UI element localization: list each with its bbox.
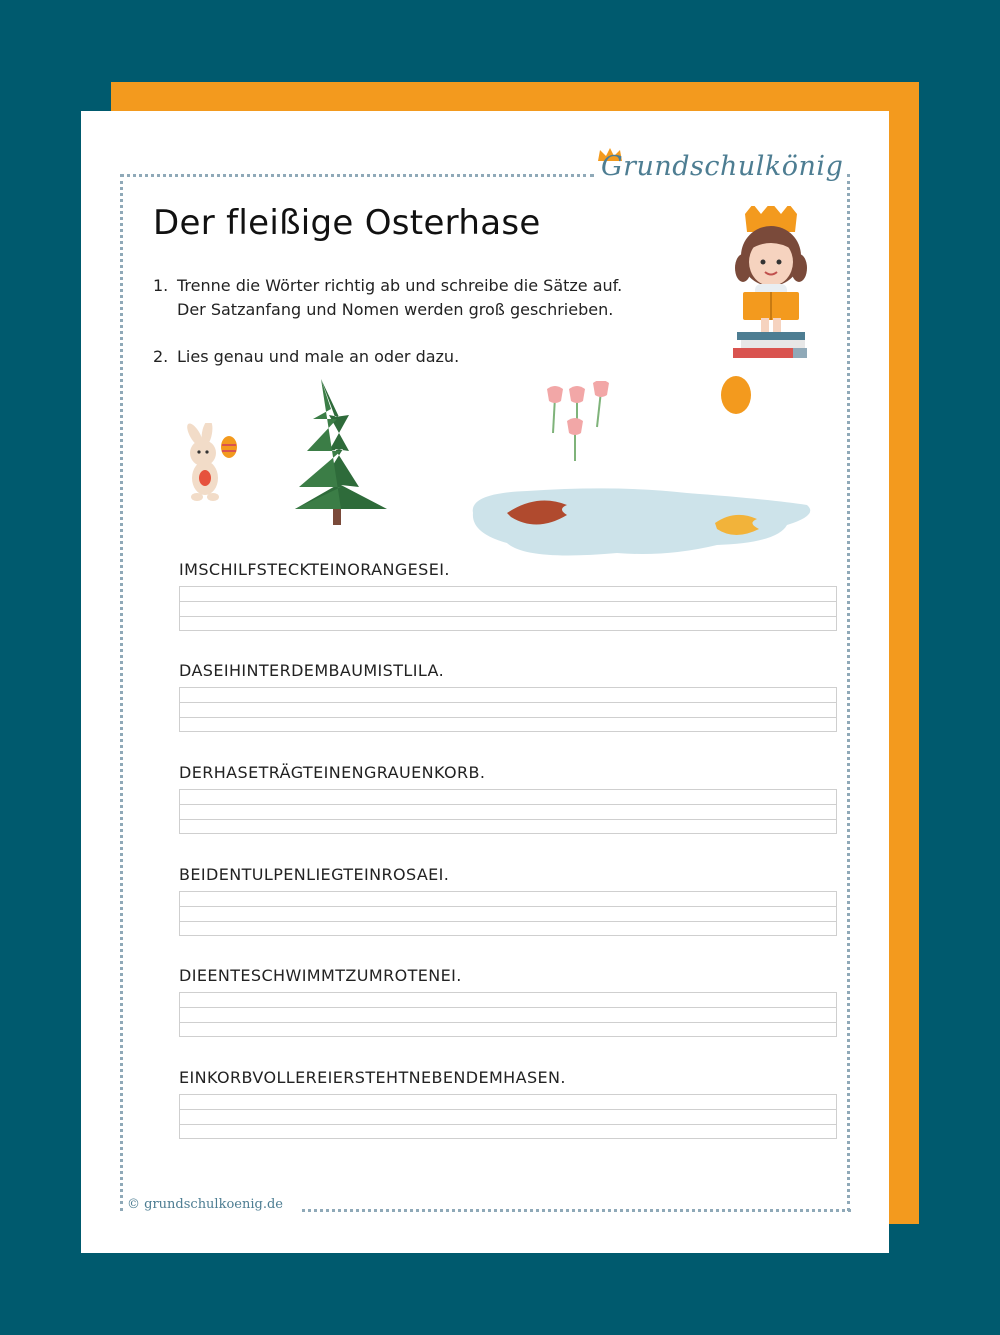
instruction-1 <box>153 274 622 322</box>
task-sentence: DASEIHINTERDEMBAUMISTLILA. <box>179 661 445 680</box>
task-2 <box>179 661 839 732</box>
writing-lines[interactable] <box>179 891 837 936</box>
fir-tree-icon <box>291 379 391 529</box>
task-6 <box>179 1068 839 1139</box>
tulips-icon <box>541 381 621 465</box>
girl-reading-icon <box>721 206 821 366</box>
instruction-text: Trenne die Wörter richtig ab und schreibe die Sätze auf. <box>177 276 623 295</box>
writing-lines[interactable] <box>179 789 837 834</box>
task-5 <box>179 966 839 1037</box>
task-sentence: IMSCHILFSTECKTEINORANGESEI. <box>179 560 450 579</box>
instruction-text: Der Satzanfang und Nomen werden groß geschrieben. <box>177 300 614 319</box>
worksheet-page <box>81 111 889 1253</box>
writing-lines[interactable] <box>179 992 837 1037</box>
task-sentence: DERHASETRÄGTEINENGRAUENKORB. <box>179 763 486 782</box>
writing-lines[interactable] <box>179 586 837 631</box>
task-sentence: DIEENTESCHWIMMTZUMROTENEI. <box>179 966 462 985</box>
dotted-frame-top <box>120 174 594 177</box>
instruction-number: 1. <box>153 276 169 295</box>
task-1 <box>179 560 839 631</box>
egg-icon <box>719 375 753 415</box>
instruction-number: 2. <box>153 347 169 366</box>
page-title: Der fleißige Osterhase <box>153 203 541 243</box>
instruction-2 <box>153 345 459 369</box>
bunny-icon <box>173 423 243 503</box>
dotted-frame-bottom <box>302 1209 851 1212</box>
brand-logo[interactable]: Grundschulkönig <box>601 151 844 182</box>
instruction-text: Lies genau und male an oder dazu. <box>177 347 460 366</box>
task-4 <box>179 865 839 936</box>
pond-icon <box>467 483 817 559</box>
task-3 <box>179 763 839 834</box>
footer-copyright[interactable]: © grundschulkoenig.de <box>127 1197 283 1212</box>
task-sentence: BEIDENTULPENLIEGTEINROSAEI. <box>179 865 450 884</box>
task-sentence: EINKORBVOLLEREIERSTEHTNEBENDEMHASEN. <box>179 1068 566 1087</box>
writing-lines[interactable] <box>179 687 837 732</box>
writing-lines[interactable] <box>179 1094 837 1139</box>
